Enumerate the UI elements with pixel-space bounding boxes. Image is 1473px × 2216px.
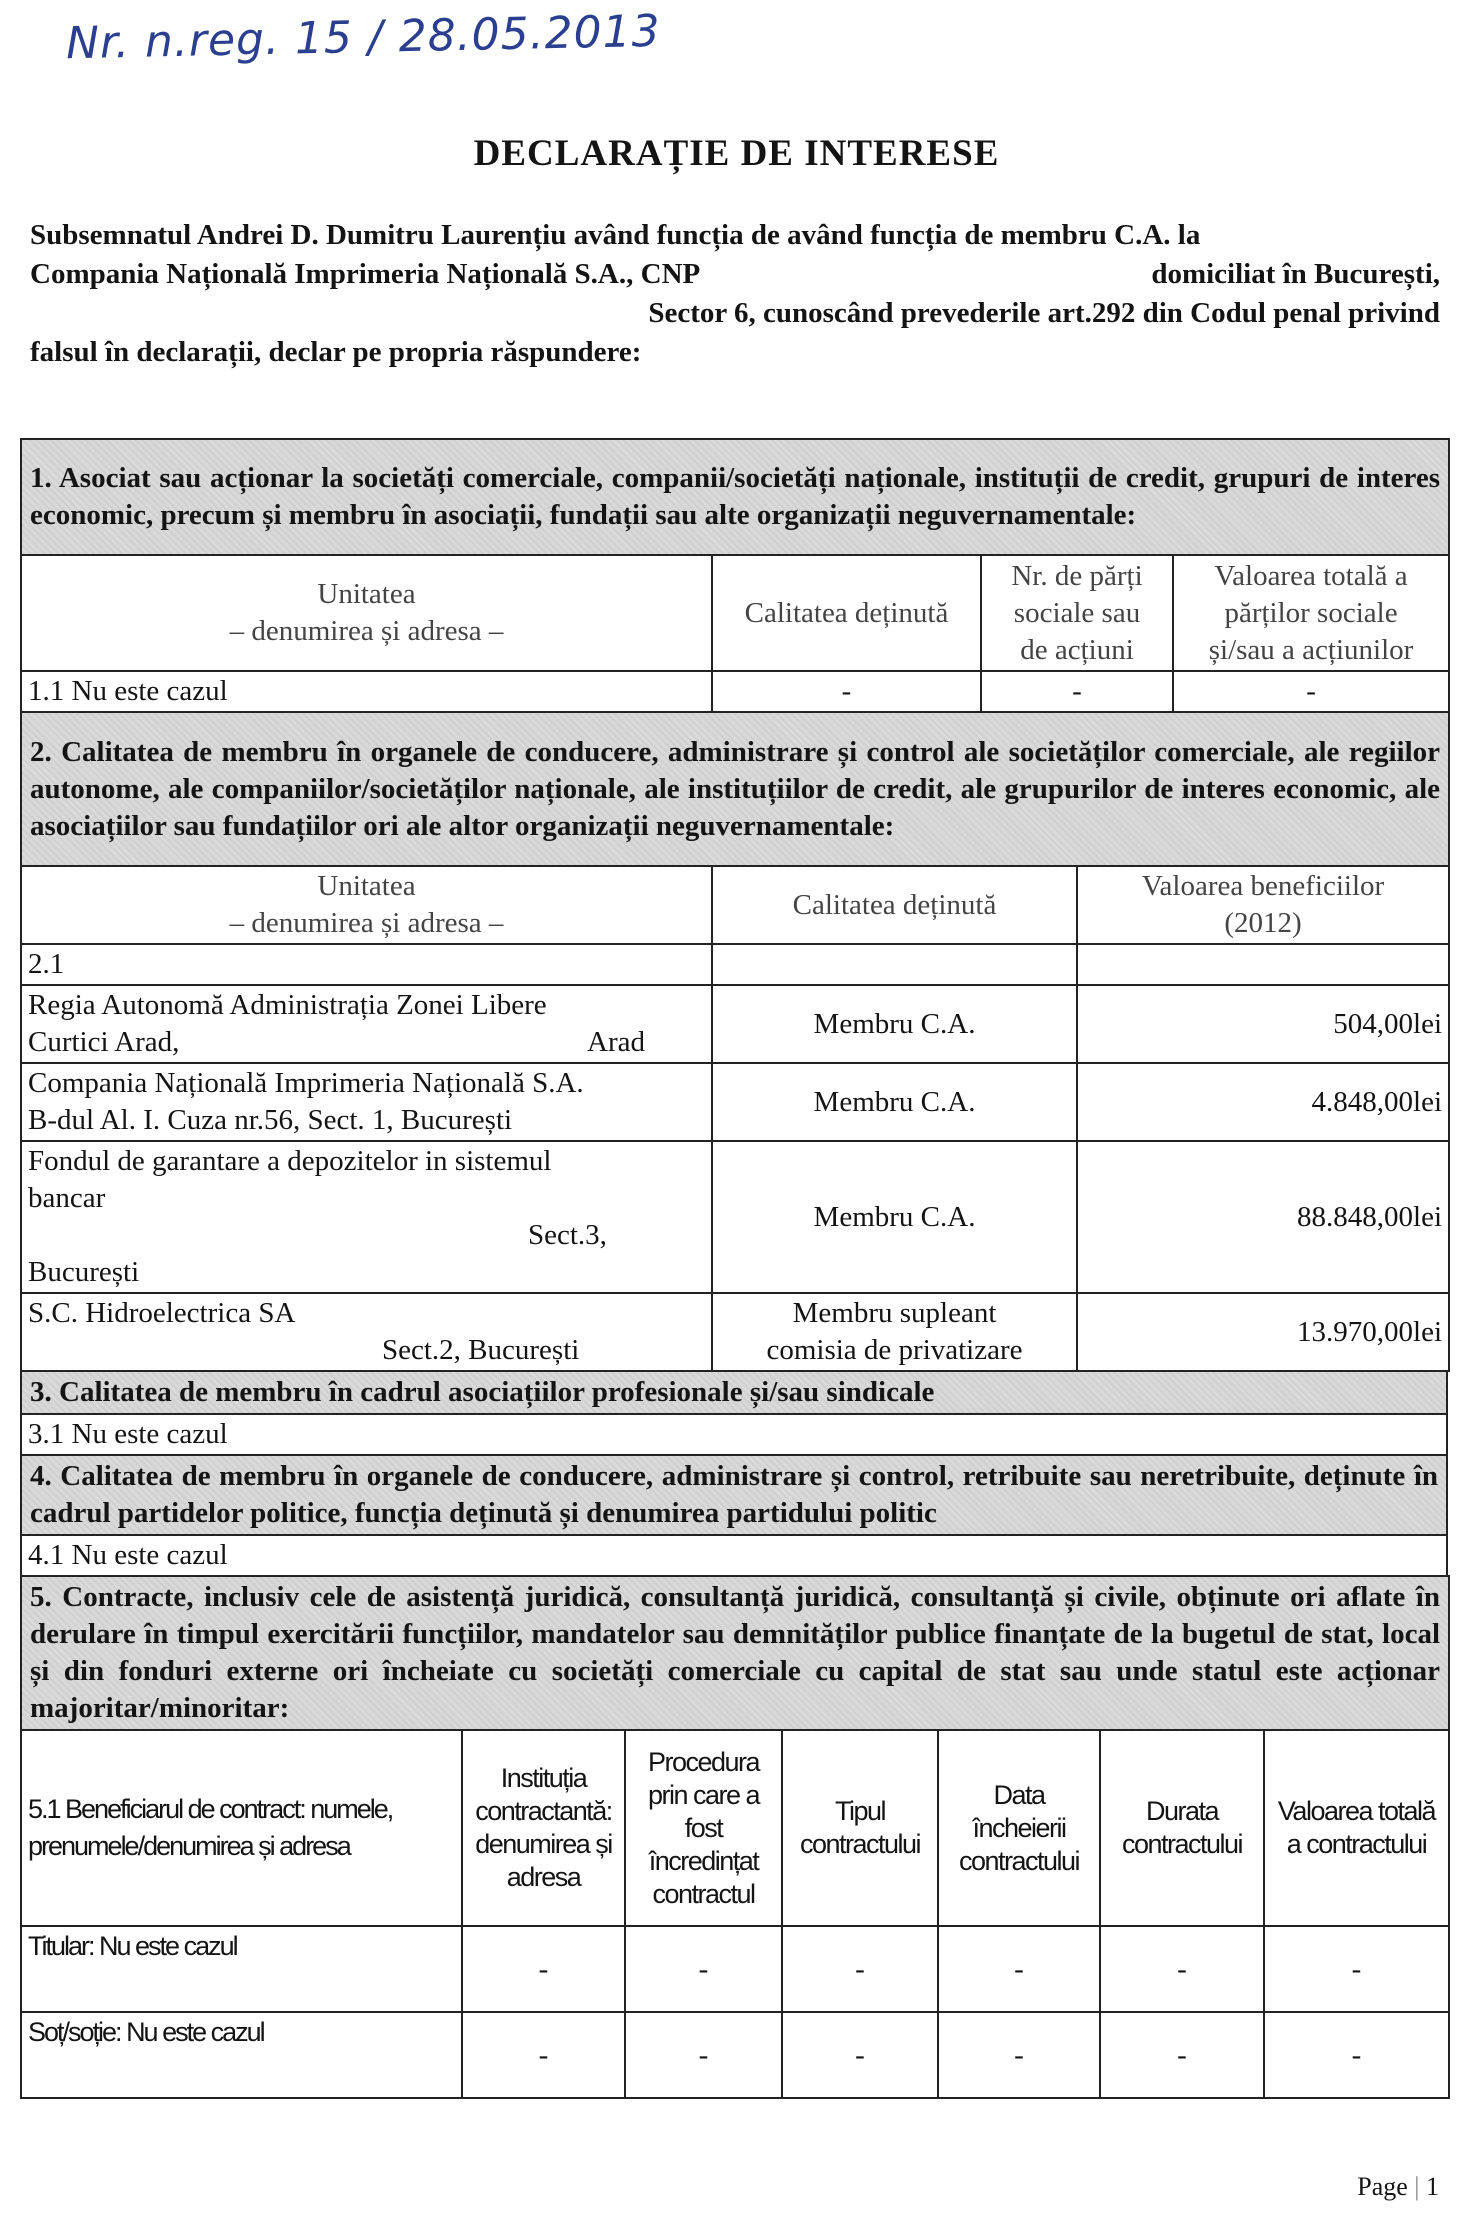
sec2-col-benefit-b: (2012) — [1224, 907, 1302, 939]
sec5-row2-c3: - — [782, 2012, 938, 2098]
section-3-heading: 3. Calitatea de membru în cadrul asociațiilor profesionale și/sau sindicale — [21, 1371, 1447, 1414]
sec2-row1-unit-a: Regia Autonomă Administrația Zonei Libere — [28, 989, 547, 1021]
declaration-form — [20, 438, 1448, 2099]
page-footer — [1357, 2172, 1439, 2202]
sec1-row1-value: - — [1173, 671, 1449, 712]
empty-cell — [1077, 944, 1449, 985]
sec2-row4-quality-a: Membru supleant — [792, 1297, 997, 1329]
sec5-col-value: Valoarea totală a contractului — [1264, 1730, 1449, 1926]
table-row — [21, 671, 1449, 712]
sec2-row3-value: 88.848,00lei — [1077, 1141, 1449, 1293]
sec4-row: 4.1 Nu este cazul — [21, 1535, 1447, 1576]
registration-note: Nr. n.reg. 15 / 28.05.2013 — [65, 5, 662, 70]
sec1-col-shares-b: sociale sau — [1013, 596, 1141, 629]
empty-cell — [712, 944, 1077, 985]
intro-line-1: Subsemnatul Andrei D. Dumitru Laurențiu având funcția de având funcția de membru C.A. la — [30, 219, 1201, 251]
table-row — [21, 1293, 1449, 1371]
declarant-statement — [30, 216, 1440, 372]
table-row — [21, 1063, 1449, 1141]
sec5-row1-label: Titular: Nu este cazul — [21, 1926, 462, 2012]
sec5-row1-c1: - — [462, 1926, 625, 2012]
sec2-row1-value: 504,00lei — [1077, 985, 1449, 1063]
sec2-col-unit-b: – denumirea și adresa – — [229, 907, 504, 939]
sec2-row1-unit-line2 — [28, 1024, 705, 1061]
sec2-row1-unit-b: Curtici Arad, — [28, 1026, 180, 1058]
sec5-row2-c5: - — [1100, 2012, 1264, 2098]
sec2-row3-unit-c: Sect.3, — [528, 1219, 607, 1251]
sec1-col-unit-b: – denumirea și adresa – — [229, 615, 504, 647]
sec2-row-label: 2.1 — [21, 944, 712, 985]
sec2-row3-unit — [21, 1141, 712, 1293]
section-5-table — [20, 1575, 1450, 2099]
sec2-col-quality: Calitatea deținută — [712, 866, 1077, 944]
intro-line-2 — [30, 255, 1440, 294]
sec2-row1-unit-c: Arad — [587, 1026, 645, 1058]
sec5-col-type: Tipul contractului — [782, 1730, 938, 1926]
sec2-row1-unit — [21, 985, 712, 1063]
sec5-row2-c2: - — [625, 2012, 782, 2098]
sec2-col-unit — [21, 866, 712, 944]
intro-line-3: Sector 6, cunoscând prevederile art.292 din Codul penal privind — [648, 297, 1440, 329]
sec1-col-shares-c: de acțiuni — [1020, 633, 1134, 666]
sec5-row2-c1: - — [462, 2012, 625, 2098]
sec5-col-date: Data încheierii contractului — [938, 1730, 1100, 1926]
table-row — [21, 1414, 1447, 1455]
section-4-table — [20, 1454, 1448, 1577]
table-row — [21, 2012, 1449, 2098]
sec5-row1-c3: - — [782, 1926, 938, 2012]
intro-line-2a: Compania Națională Imprimeria Națională S.A., CNP — [30, 258, 701, 290]
sec1-row1-quality: - — [712, 671, 981, 712]
section-1-table — [20, 438, 1450, 713]
sec1-row1-unit: 1.1 Nu este cazul — [21, 671, 712, 712]
sec5-row2-label: Soț/soție: Nu este cazul — [21, 2012, 462, 2098]
sec2-row4-unit-b: Sect.2, București — [382, 1334, 580, 1366]
table-row — [21, 944, 1449, 985]
sec1-col-value — [1173, 555, 1449, 671]
section-1-heading: 1. Asociat sau acționar la societăți comerciale, companii/societăți naționale, instituții de credit, grupuri de interes economic, precum și membru în asociații, fundații sau alte organizații neguvernamentale: — [21, 439, 1449, 555]
sec2-row2-quality: Membru C.A. — [712, 1063, 1077, 1141]
intro-line-4: falsul în declarații, declar pe propria răspundere: — [30, 336, 642, 368]
sec5-col-institution: Instituția contractantă: denumirea și adresa — [462, 1730, 625, 1926]
sec2-row4-quality — [712, 1293, 1077, 1371]
sec1-col-shares-a: Nr. de părți — [1011, 559, 1143, 592]
sec2-row4-unit — [21, 1293, 712, 1371]
sec5-row2-c4: - — [938, 2012, 1100, 2098]
sec2-row2-unit — [21, 1063, 712, 1141]
section-2-heading: 2. Calitatea de membru în organele de conducere, administrare și control ale societăților comerciale, ale regiilor autonome, ale companiilor/societăților naționale, ale instituțiilor de credit, ale grupurilor de interes economic, ale asociațiilor sau fundațiilor ori ale altor organizații neguvernamentale: — [21, 712, 1449, 866]
intro-line-2b: domiciliat în București, — [1151, 258, 1440, 290]
sec2-col-unit-a: Unitatea — [317, 870, 416, 902]
sec1-row1-shares: - — [981, 671, 1173, 712]
sec1-col-value-a: Valoarea totală a — [1214, 559, 1408, 592]
sec1-col-shares — [981, 555, 1173, 671]
table-row — [21, 1926, 1449, 2012]
sec2-row3-quality: Membru C.A. — [712, 1141, 1077, 1293]
sec5-col-duration: Durata contractului — [1100, 1730, 1264, 1926]
sec5-row2-c6: - — [1264, 2012, 1449, 2098]
table-row — [21, 985, 1449, 1063]
page-label: Page — [1357, 2172, 1408, 2201]
sec2-row3-unit-b: bancar — [28, 1182, 106, 1214]
section-2-table — [20, 711, 1450, 1372]
sec2-row4-quality-b: comisia de privatizare — [766, 1334, 1023, 1366]
sec5-col-procedure: Procedura prin care a fost încredințat contractul — [625, 1730, 782, 1926]
sec3-row: 3.1 Nu este cazul — [21, 1414, 1447, 1455]
sec2-row1-quality: Membru C.A. — [712, 985, 1077, 1063]
sec2-row4-unit-a: S.C. Hidroelectrica SA — [28, 1297, 296, 1329]
table-row — [21, 1535, 1447, 1576]
sec2-row3-unit-d: București — [28, 1256, 140, 1288]
sec2-row3-unit-a: Fondul de garantare a depozitelor in sistemul — [28, 1145, 552, 1177]
sec5-col-beneficiary: 5.1 Beneficiarul de contract: numele, prenumele/denumirea și adresa — [21, 1730, 462, 1926]
sec5-row1-c2: - — [625, 1926, 782, 2012]
sec1-col-unit-a: Unitatea — [317, 578, 416, 610]
page-separator: | — [1414, 2172, 1420, 2201]
sec2-row2-unit-a: Compania Națională Imprimeria Națională S.A. — [28, 1067, 584, 1099]
sec2-row2-value: 4.848,00lei — [1077, 1063, 1449, 1141]
sec5-row1-c5: - — [1100, 1926, 1264, 2012]
sec1-col-value-b: părților sociale — [1224, 596, 1398, 629]
sec2-col-benefit-a: Valoarea beneficiilor — [1141, 870, 1385, 902]
table-row — [21, 1141, 1449, 1293]
section-5-heading: 5. Contracte, inclusiv cele de asistență juridică, consultanță juridică, consultanță și civile, obținute ori aflate în derulare în timpul exercitării funcțiilor, mandatelor sau demnităților publice finanțate de la bugetul de stat, local și din fonduri externe ori încheiate cu societăți comerciale cu capital de stat sau unde statul este acționar majoritar/minoritar: — [21, 1576, 1449, 1730]
sec1-col-quality: Calitatea deținută — [712, 555, 981, 671]
sec5-row1-c4: - — [938, 1926, 1100, 2012]
page-title: DECLARAȚIE DE INTERESE — [473, 133, 1000, 174]
sec2-row4-value: 13.970,00lei — [1077, 1293, 1449, 1371]
sec1-col-value-c: și/sau a acțiunilor — [1208, 633, 1414, 666]
section-4-heading: 4. Calitatea de membru în organele de conducere, administrare și control, retribuite sau neretribuite, deținute în cadrul partidelor politice, funcția deținută și denumirea partidului politic — [21, 1455, 1447, 1535]
sec2-col-benefit — [1077, 866, 1449, 944]
section-3-table — [20, 1370, 1448, 1456]
sec5-row1-c6: - — [1264, 1926, 1449, 2012]
sec2-row2-unit-b: B-dul Al. I. Cuza nr.56, Sect. 1, București — [28, 1104, 513, 1136]
page-number: 1 — [1426, 2172, 1439, 2201]
sec1-col-unit — [21, 555, 712, 671]
